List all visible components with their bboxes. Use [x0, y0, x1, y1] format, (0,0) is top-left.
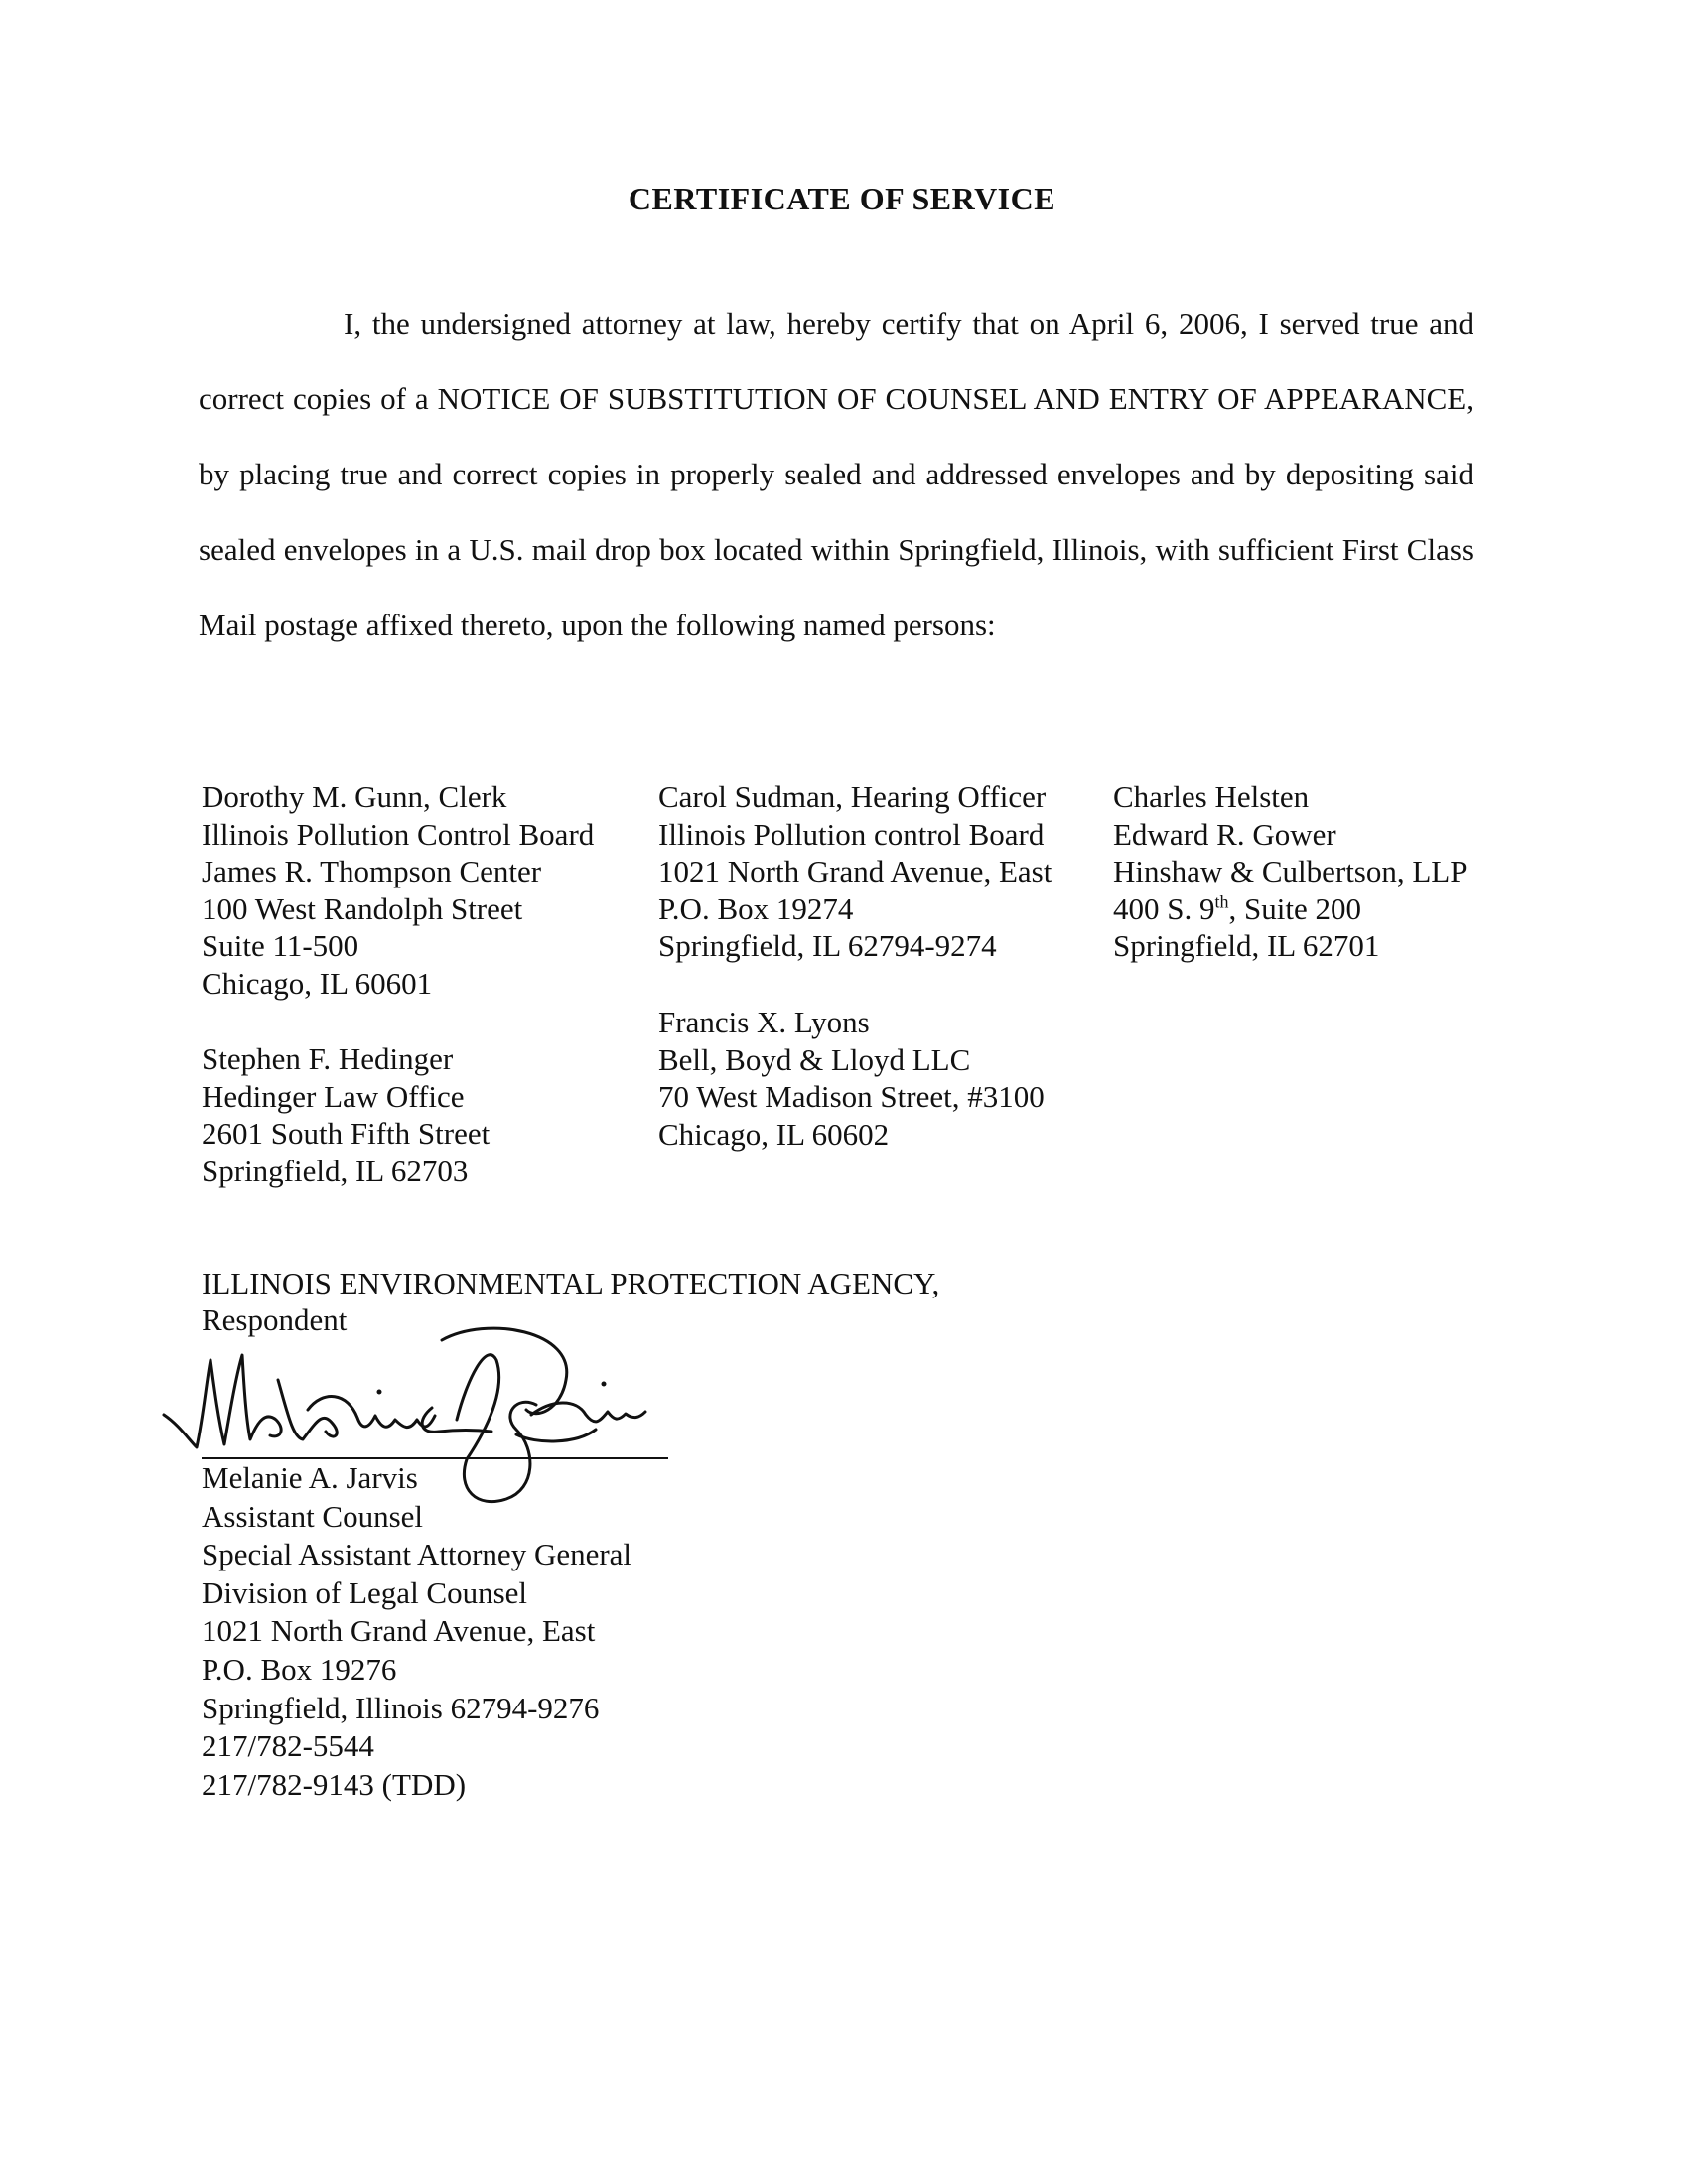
signer-line: Melanie A. Jarvis — [202, 1460, 418, 1495]
address-line: 1021 North Grand Avenue, East — [658, 854, 1052, 889]
signer-line: P.O. Box 19276 — [202, 1651, 397, 1687]
address-line: Francis X. Lyons — [658, 1005, 870, 1039]
certification-text: I, the undersigned attorney at law, hereby certify that on April 6, 2006, I served true and correct copies of a NOTICE OF SUBSTITUTION OF COUNSEL AND ENTRY OF APPEARANCE, by placing true and correct copies in properly sealed and addressed envelopes and by depositing said sealed envelopes in a U.S. mail drop box located within Springfield, Illinois, with sufficient First Class Mail postage affixed thereto, upon the following named persons: — [199, 306, 1474, 642]
address-line: P.O. Box 19274 — [658, 890, 854, 926]
address-line: Springfield, IL 62794-9274 — [658, 928, 997, 964]
address-line: Springfield, IL 62703 — [202, 1153, 469, 1188]
street-number: 400 S. 9 — [1113, 890, 1215, 926]
address-block-hedinger — [202, 1040, 490, 1189]
address-line: Chicago, IL 60602 — [658, 1116, 890, 1152]
signer-line: Special Assistant Attorney General — [202, 1537, 632, 1572]
signer-line: Assistant Counsel — [202, 1498, 424, 1534]
address-line: Dorothy M. Gunn, Clerk — [202, 779, 507, 814]
signer-info — [202, 1459, 632, 1804]
address-line: 2601 South Fifth Street — [202, 1116, 491, 1152]
address-line: Carol Sudman, Hearing Officer — [658, 779, 1047, 814]
address-line: Stephen F. Hedinger — [202, 1041, 454, 1076]
ordinal-suffix: th — [1214, 891, 1229, 912]
address-line: Illinois Pollution control Board — [658, 816, 1045, 852]
address-line: Suite 11-500 — [202, 928, 359, 964]
address-line: Bell, Boyd & Lloyd LLC — [658, 1041, 971, 1077]
document-title: CERTIFICATE OF SERVICE — [628, 181, 1056, 216]
address-line: Chicago, IL 60601 — [202, 965, 433, 1001]
suite: , Suite 200 — [1228, 890, 1361, 926]
signer-line: Springfield, Illinois 62794-9276 — [202, 1690, 600, 1725]
signer-line: Division of Legal Counsel — [202, 1574, 528, 1610]
address-line: Illinois Pollution Control Board — [202, 816, 595, 852]
address-line: Hinshaw & Culbertson, LLP — [1113, 854, 1468, 889]
agency-role: Respondent — [202, 1302, 348, 1337]
signer-line: 217/782-5544 — [202, 1728, 374, 1764]
address-block-helsten — [1113, 778, 1468, 965]
address-line — [1113, 890, 1468, 928]
address-line: Edward R. Gower — [1113, 816, 1336, 852]
address-block-lyons — [658, 1004, 1045, 1153]
address-line: James R. Thompson Center — [202, 854, 542, 889]
address-line: Springfield, IL 62701 — [1113, 928, 1380, 964]
address-block-gunn — [202, 778, 594, 1003]
address-line: Charles Helsten — [1113, 779, 1310, 814]
certification-paragraph — [199, 286, 1474, 663]
address-block-sudman — [658, 778, 1052, 965]
address-line: 70 West Madison Street, #3100 — [658, 1079, 1045, 1115]
address-line: Hedinger Law Office — [202, 1078, 465, 1114]
signer-line: 1021 North Grand Avenue, East — [202, 1613, 596, 1649]
agency-name: ILLINOIS ENVIRONMENTAL PROTECTION AGENCY, — [202, 1266, 940, 1300]
address-line: 100 West Randolph Street — [202, 890, 523, 926]
signer-line: 217/782-9143 (TDD) — [202, 1766, 467, 1802]
